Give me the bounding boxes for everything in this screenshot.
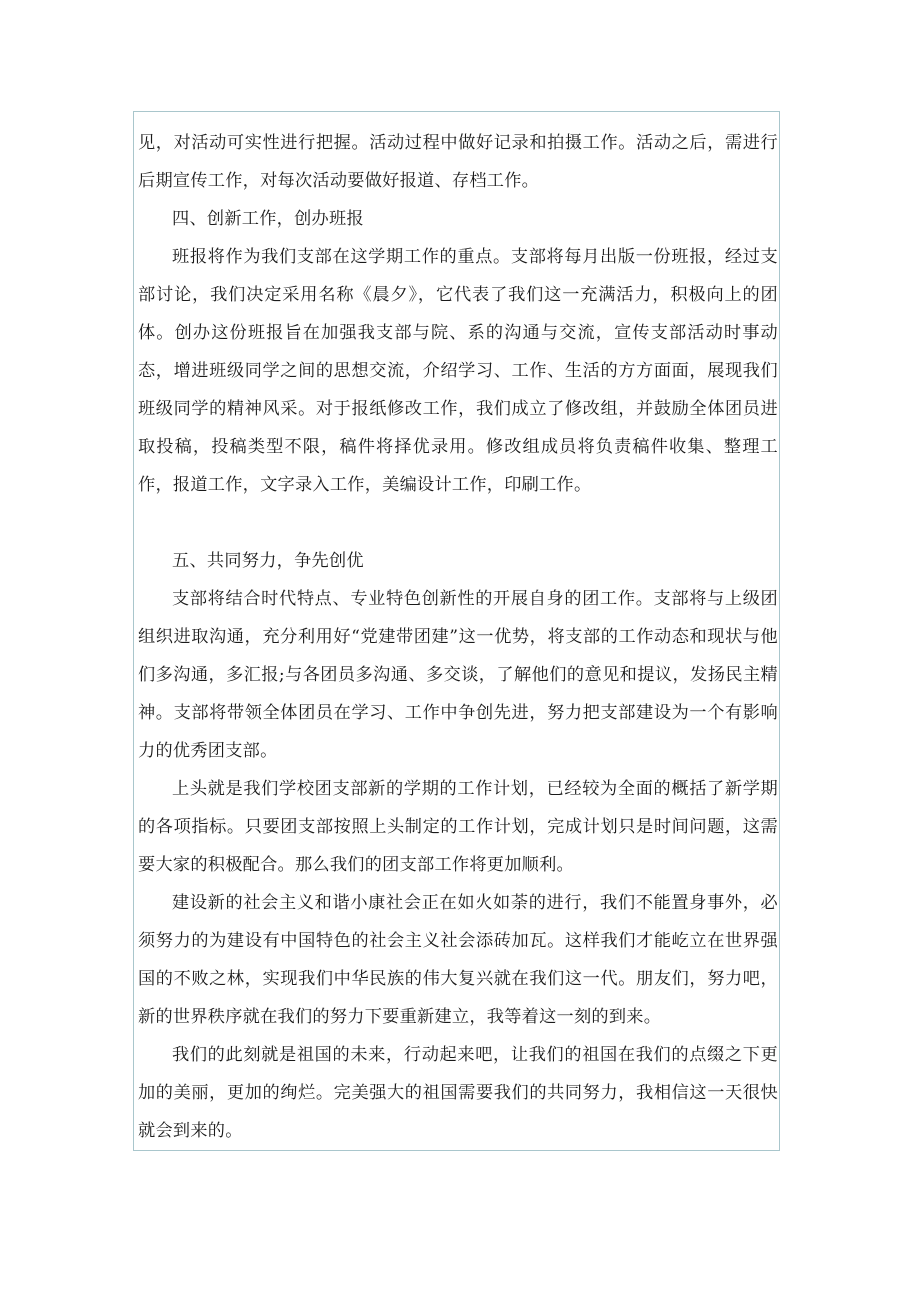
paragraph-society: 建设新的社会主义和谐小康社会正在如火如荼的进行，我们不能置身事外，必须努力的为建设有中国特色的社会主义社会添砖加瓦。这样我们才能屹立在世界强国的不败之林，实现我们中华民族的伟大复兴就在我们这一代。朋友们，努力吧，新的世界秩序就在我们的努力下要重新建立，我等着这一刻的到来。	[138, 893, 778, 1027]
paragraph-joint-effort: 支部将结合时代特点、专业特色创新性的开展自身的团工作。支部将与上级团组织进取沟通，充分利用好“党建带团建”这一优势，将支部的工作动态和现状与他们多沟通，多汇报;与各团员多沟通、多交谈，了解他们的意见和提议，发扬民主精神。支部将带领全体团员在学习、工作中争创先进，努力把支部建设为一个有影响力的优秀团支部。	[138, 589, 778, 761]
paragraph-future: 我们的此刻就是祖国的未来，行动起来吧，让我们的祖国在我们的点缀之下更加的美丽，更加的绚烂。完美强大的祖国需要我们的共同努力，我相信这一天很快就会到来的。	[138, 1045, 778, 1141]
section-heading-5: 五、共同努力，争先创优	[172, 551, 364, 571]
paragraph-plan-summary: 上头就是我们学校团支部新的学期的工作计划，已经较为全面的概括了新学期的各项指标。只要团支部按照上头制定的工作计划，完成计划只是时间问题，这需要大家的积极配合。那么我们的团支部工作将更加顺利。	[138, 779, 778, 875]
document-body	[138, 124, 778, 1150]
section-heading-4: 四、创新工作，创办班报	[172, 209, 364, 229]
paragraph-continuation: 见，对活动可实性进行把握。活动过程中做好记录和拍摄工作。活动之后，需进行后期宣传工作，对每次活动要做好报道、存档工作。	[138, 133, 778, 191]
document-frame	[133, 111, 780, 1151]
paragraph-class-newspaper: 班报将作为我们支部在这学期工作的重点。支部将每月出版一份班报，经过支部讨论，我们决定采用名称《晨夕》，它代表了我们这一充满活力，积极向上的团体。创办这份班报旨在加强我支部与院、系的沟通与交流，宣传支部活动时事动态，增进班级同学之间的思想交流，介绍学习、工作、生活的方方面面，展现我们班级同学的精神风采。对于报纸修改工作，我们成立了修改组，并鼓励全体团员进取投稿，投稿类型不限，稿件将择优录用。修改组成员将负责稿件收集、整理工作，报道工作，文字录入工作，美编设计工作，印刷工作。	[138, 247, 778, 495]
